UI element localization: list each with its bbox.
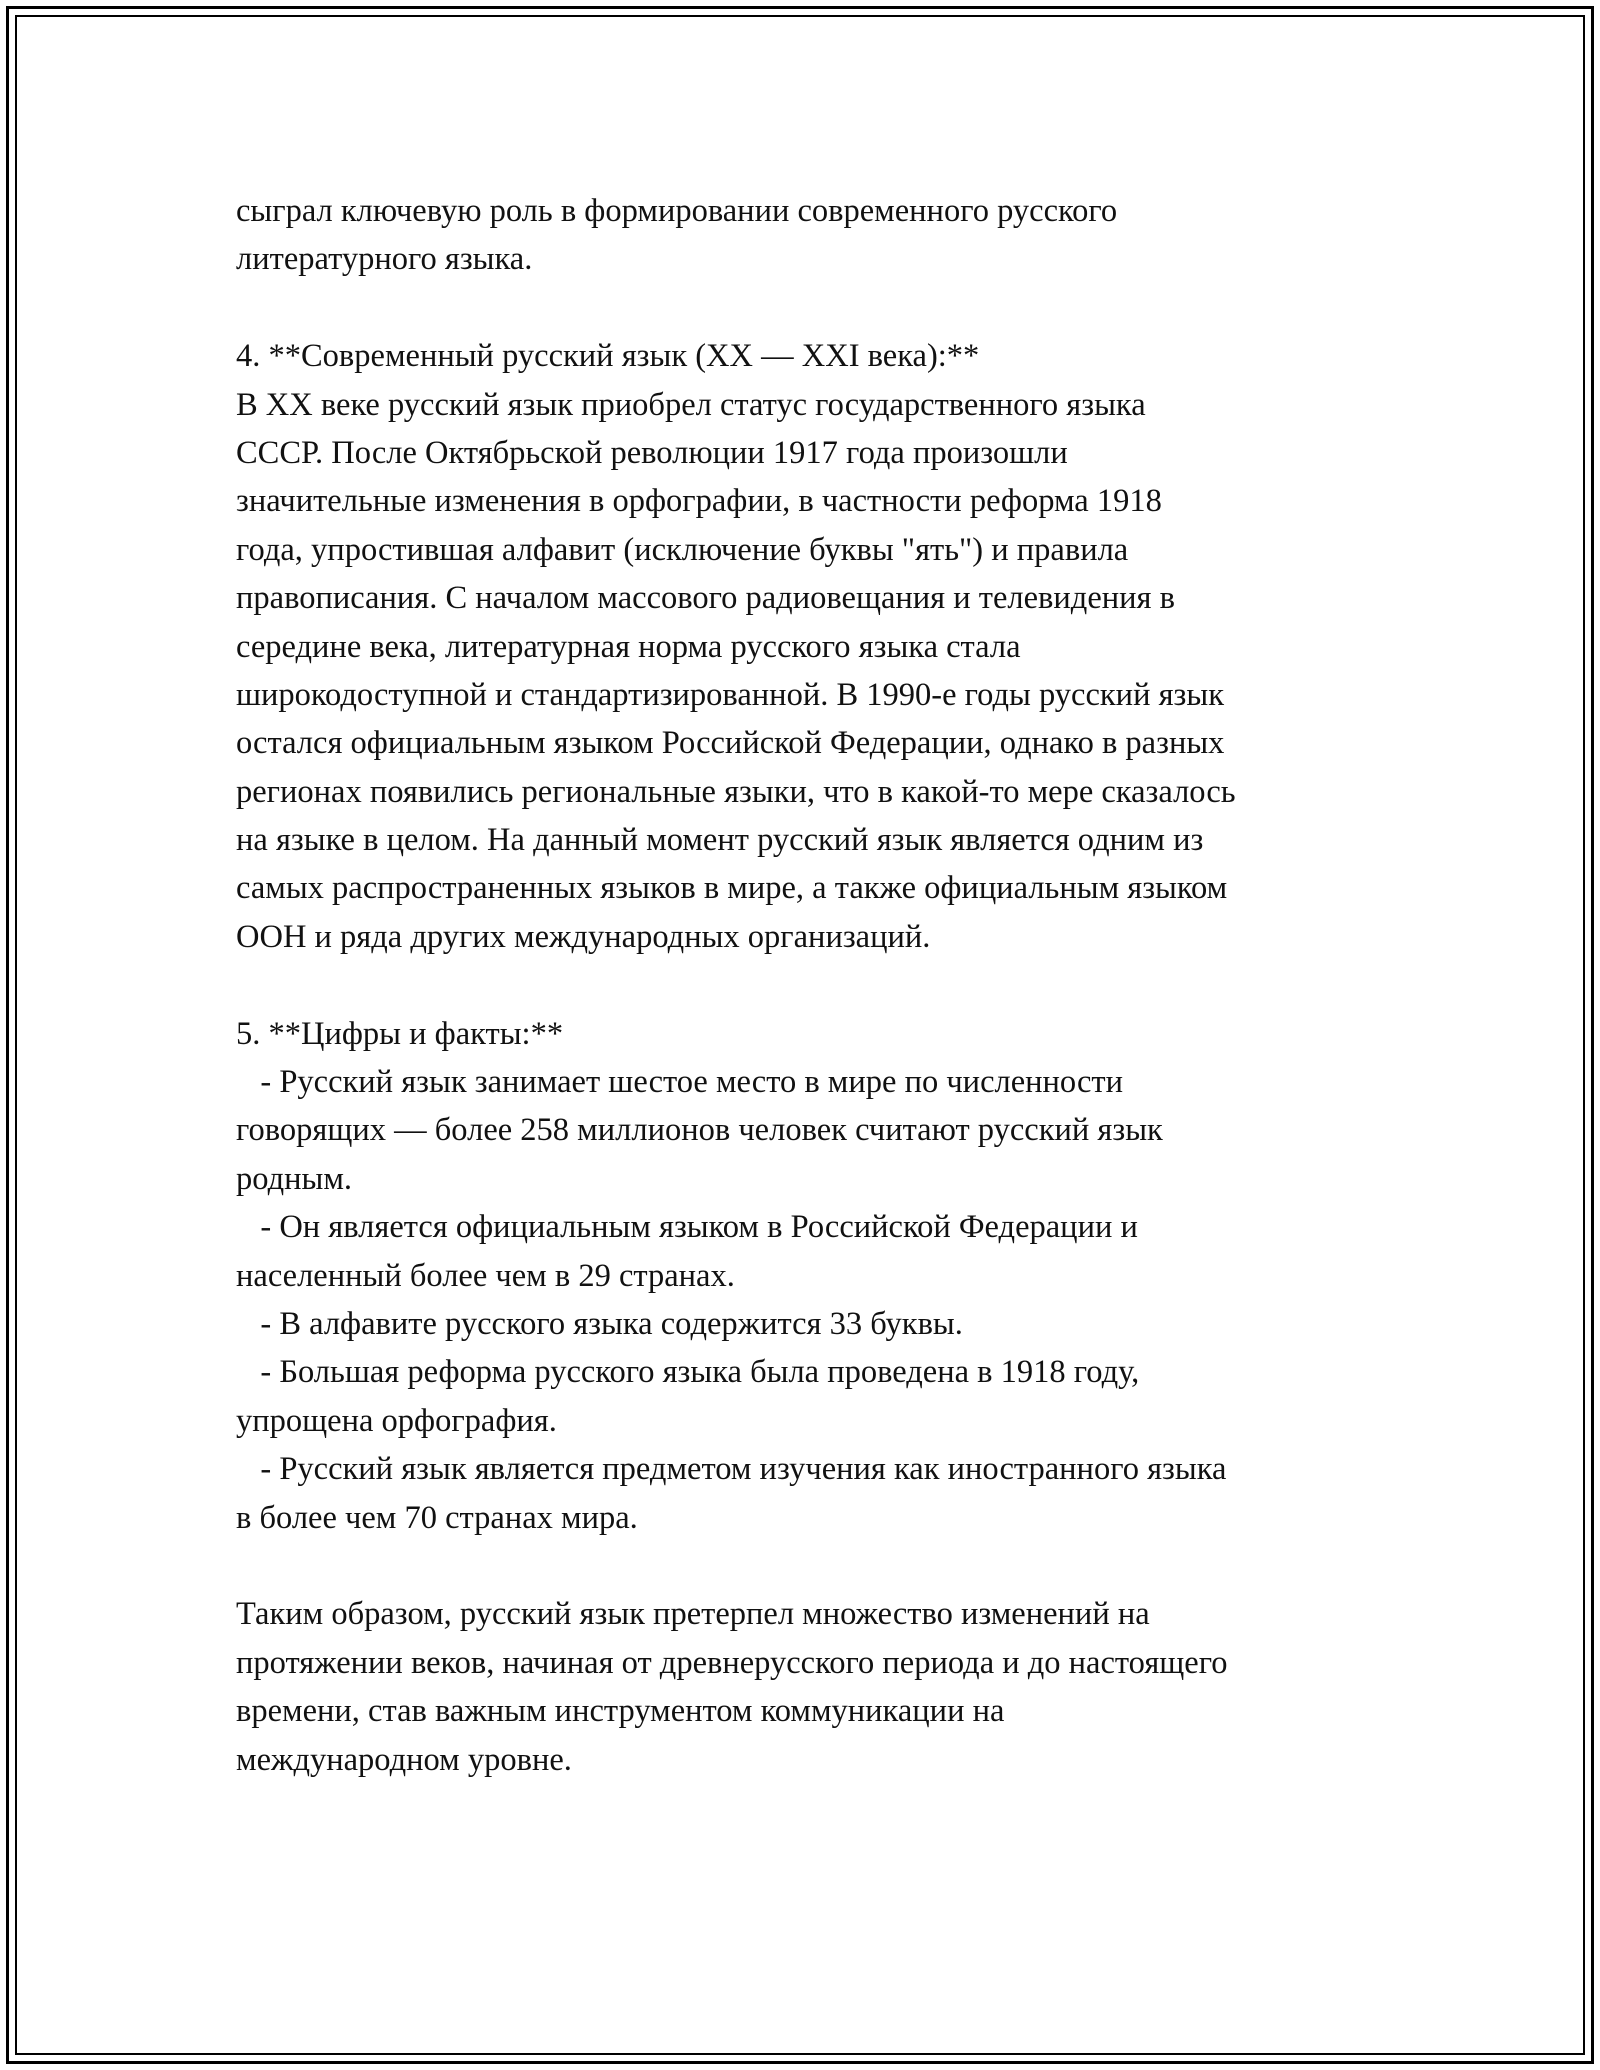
text-line: - Русский язык является предметом изучения как иностранного языка bbox=[236, 1451, 1227, 1488]
text-line: литературного языка. bbox=[236, 241, 533, 278]
text-line: говорящих — более 258 миллионов человек считают русский язык bbox=[236, 1112, 1163, 1149]
text-line: населенный более чем в 29 странах. bbox=[236, 1257, 735, 1294]
document-body bbox=[236, 187, 1406, 1784]
text-line: Таким образом, русский язык претерпел множество изменений на bbox=[236, 1596, 1150, 1633]
text-line: правописания. С началом массового радиовещания и телевидения в bbox=[236, 580, 1175, 617]
text-line: времени, став важным инструментом коммуникации на bbox=[236, 1693, 1005, 1730]
text-line: - Он является официальным языком в Российской Федерации и bbox=[236, 1209, 1138, 1246]
text-line: упрощена орфография. bbox=[236, 1402, 557, 1439]
text-line: в более чем 70 странах мира. bbox=[236, 1499, 638, 1536]
text-line: - Большая реформа русского языка была проведена в 1918 году, bbox=[236, 1354, 1140, 1391]
text-line: регионах появились региональные языки, что в какой-то мере сказалось bbox=[236, 773, 1236, 810]
text-line: значительные изменения в орфографии, в частности реформа 1918 bbox=[236, 483, 1162, 520]
text-line: самых распространенных языков в мире, а также официальным языком bbox=[236, 870, 1228, 907]
blank-line bbox=[236, 1542, 1406, 1590]
text-line: 4. **Современный русский язык (XX — XXI века):** bbox=[236, 338, 980, 375]
blank-line bbox=[236, 961, 1406, 1009]
text-line: - Русский язык занимает шестое место в мире по численности bbox=[236, 1064, 1124, 1101]
text-line: 5. **Цифры и факты:** bbox=[236, 1015, 564, 1052]
text-line: остался официальным языком Российской Федерации, однако в разных bbox=[236, 725, 1225, 762]
text-line: СССР. После Октябрьской революции 1917 года произошли bbox=[236, 434, 1068, 471]
text-line: - В алфавите русского языка содержится 33 буквы. bbox=[236, 1305, 963, 1342]
text-line: года, упростившая алфавит (исключение буквы "ять") и правила bbox=[236, 531, 1129, 568]
text-line: международном уровне. bbox=[236, 1741, 572, 1778]
text-line: середине века, литературная норма русского языка стала bbox=[236, 628, 1021, 665]
text-line: широкодоступной и стандартизированной. В 1990-е годы русский язык bbox=[236, 676, 1224, 713]
blank-line bbox=[236, 284, 1406, 332]
text-line: протяжении веков, начиная от древнерусского периода и до настоящего bbox=[236, 1644, 1228, 1681]
text-line: В XX веке русский язык приобрел статус государственного языка bbox=[236, 386, 1146, 423]
text-line: на языке в целом. На данный момент русский язык является одним из bbox=[236, 822, 1204, 859]
text-line: родным. bbox=[236, 1160, 353, 1197]
text-line: сыграл ключевую роль в формировании современного русского bbox=[236, 193, 1118, 229]
text-line: ООН и ряда других международных организаций. bbox=[236, 918, 931, 955]
